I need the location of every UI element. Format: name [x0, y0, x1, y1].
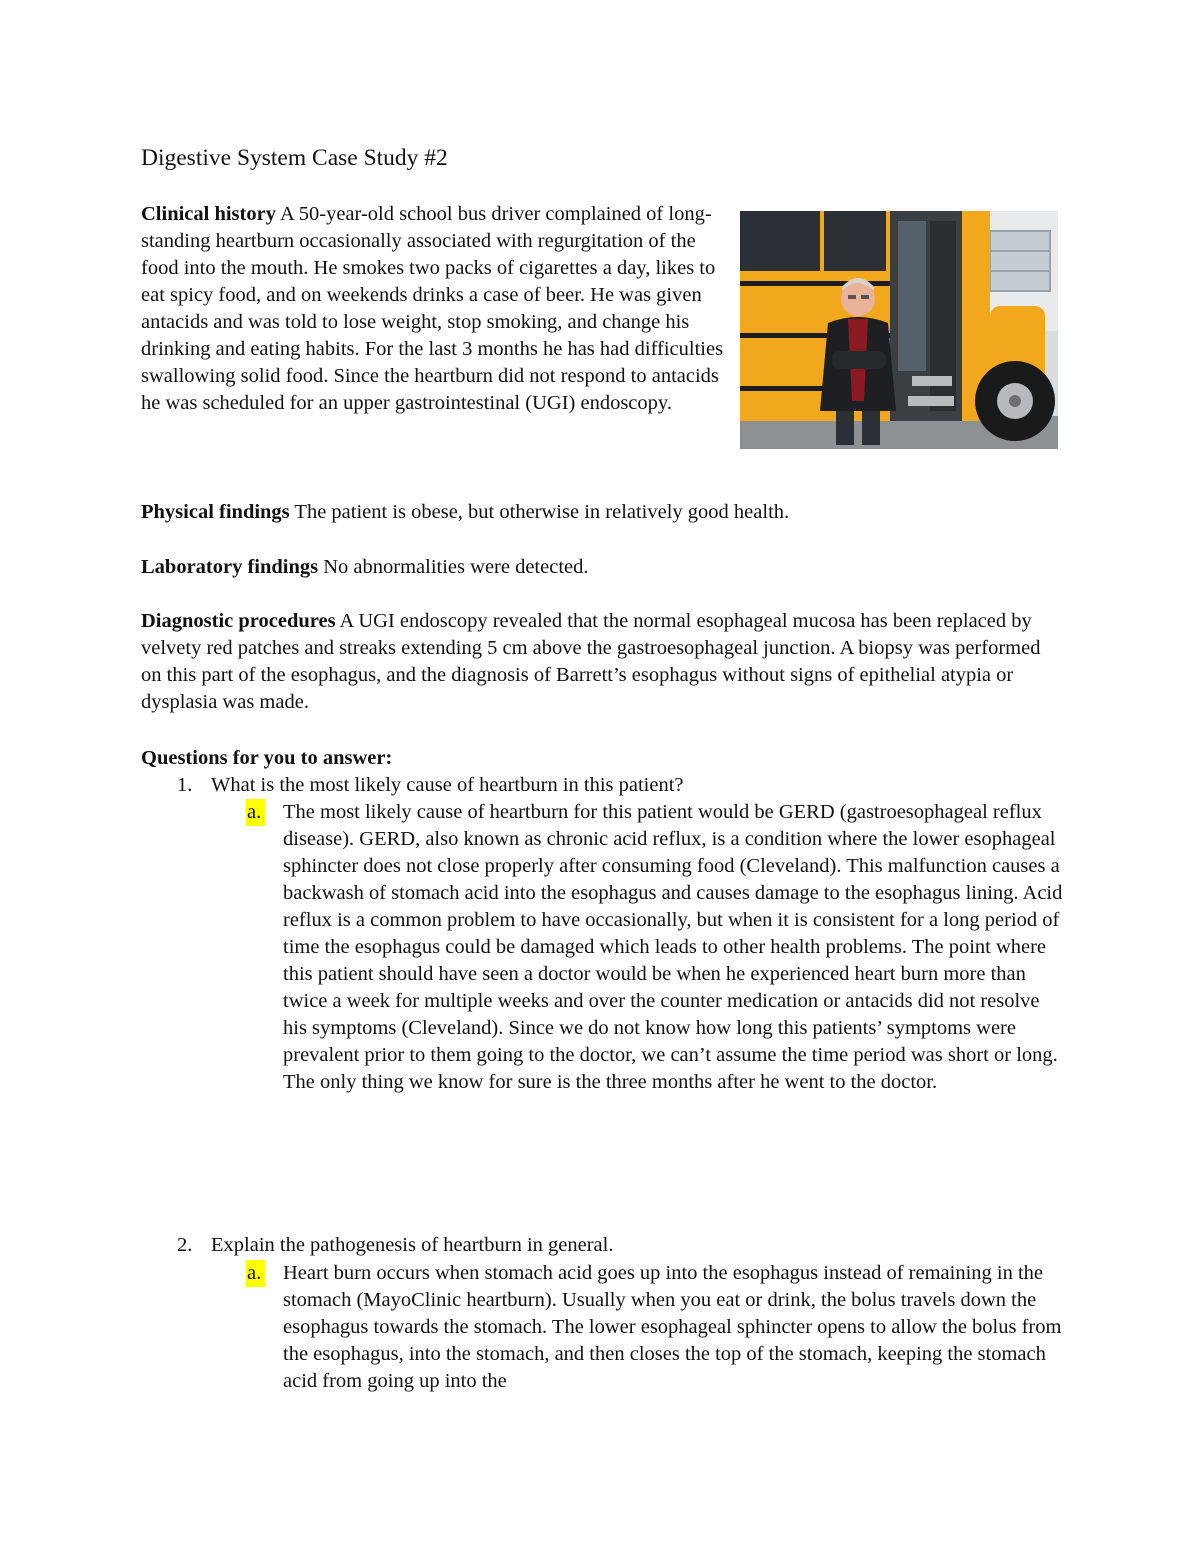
physical-findings-text: The patient is obese, but otherwise in relatively good health.	[289, 501, 790, 523]
diagnostic-procedures-paragraph	[141, 608, 1061, 716]
physical-findings-label: Physical findings	[141, 501, 290, 523]
laboratory-findings-text: No abnormalities were detected.	[318, 556, 589, 578]
answer-text: Heart burn occurs when stomach acid goes up into the esophagus instead of remaining in the stomach (MayoClinic heartburn). Usually when you eat or drink, the bolus travels down the esophagus towards the stomach. The lower esophageal sphincter opens to allow the bolus from the esophagus, into the stomach, and then closes the top of the stomach, keeping the stomach acid from going up into the	[283, 1262, 1062, 1392]
question-number: 1.	[177, 774, 193, 796]
document-title: Digestive System Case Study #2	[141, 145, 448, 171]
laboratory-findings-paragraph	[141, 554, 1091, 581]
clinical-history-text: A 50-year-old school bus driver complained of long-standing heartburn occasionally associated with regurgitation of the food into the mouth. He smokes two packs of cigarettes a day, likes to eat spicy food, and on weekends drinks a case of beer. He was given antacids and was told to lose weight, stop smoking, and change his drinking and eating habits. For the last 3 months he has had difficulties swallowing solid food. Since the heartburn did not respond to antacids he was scheduled for an upper gastrointestinal (UGI) endoscopy.	[141, 203, 724, 414]
diagnostic-procedures-text: A UGI endoscopy revealed that the normal esophageal mucosa has been replaced by velvety red patches and streaks extending 5 cm above the gastroesophageal junction. A biopsy was performed on this part of the esophagus, and the diagnosis of Barrett’s esophagus without signs of epithelial atypia or dysplasia was made.	[141, 610, 1041, 713]
physical-findings-paragraph	[141, 499, 1091, 526]
answer-text: The most likely cause of heartburn for this patient would be GERD (gastroesophageal reflux disease). GERD, also known as chronic acid reflux, is a condition where the lower esophageal sphincter does not close properly after consuming food (Cleveland). This malfunction causes a backwash of stomach acid into the esophagus and causes damage to the esophagus lining. Acid reflux is a common problem to have occasionally, but when it is consistent for a long period of time the esophagus could be damaged which leads to other health problems. The point where this patient should have seen a doctor would be when he experienced heart burn more than twice a week for multiple weeks and over the counter medication or antacids did not resolve his symptoms (Cleveland). Since we do not know how long this patients’ symptoms were prevalent prior to them going to the doctor, we can’t assume the time period was short or long. The only thing we know for sure is the three months after he went to the doctor.	[283, 801, 1063, 1093]
question-number: 2.	[177, 1234, 193, 1256]
clinical-history-label: Clinical history	[141, 203, 276, 225]
highlighted-answer-marker: a.	[246, 799, 265, 826]
question-text: Explain the pathogenesis of heartburn in general.	[211, 1234, 614, 1256]
clinical-history-paragraph	[141, 201, 731, 417]
school-bus-driver-photo	[740, 211, 1058, 449]
highlighted-answer-marker: a.	[246, 1260, 265, 1287]
laboratory-findings-label: Laboratory findings	[141, 556, 319, 578]
questions-heading: Questions for you to answer:	[141, 747, 393, 769]
diagnostic-procedures-label: Diagnostic procedures	[141, 610, 336, 632]
question-text: What is the most likely cause of heartburn in this patient?	[211, 774, 684, 796]
